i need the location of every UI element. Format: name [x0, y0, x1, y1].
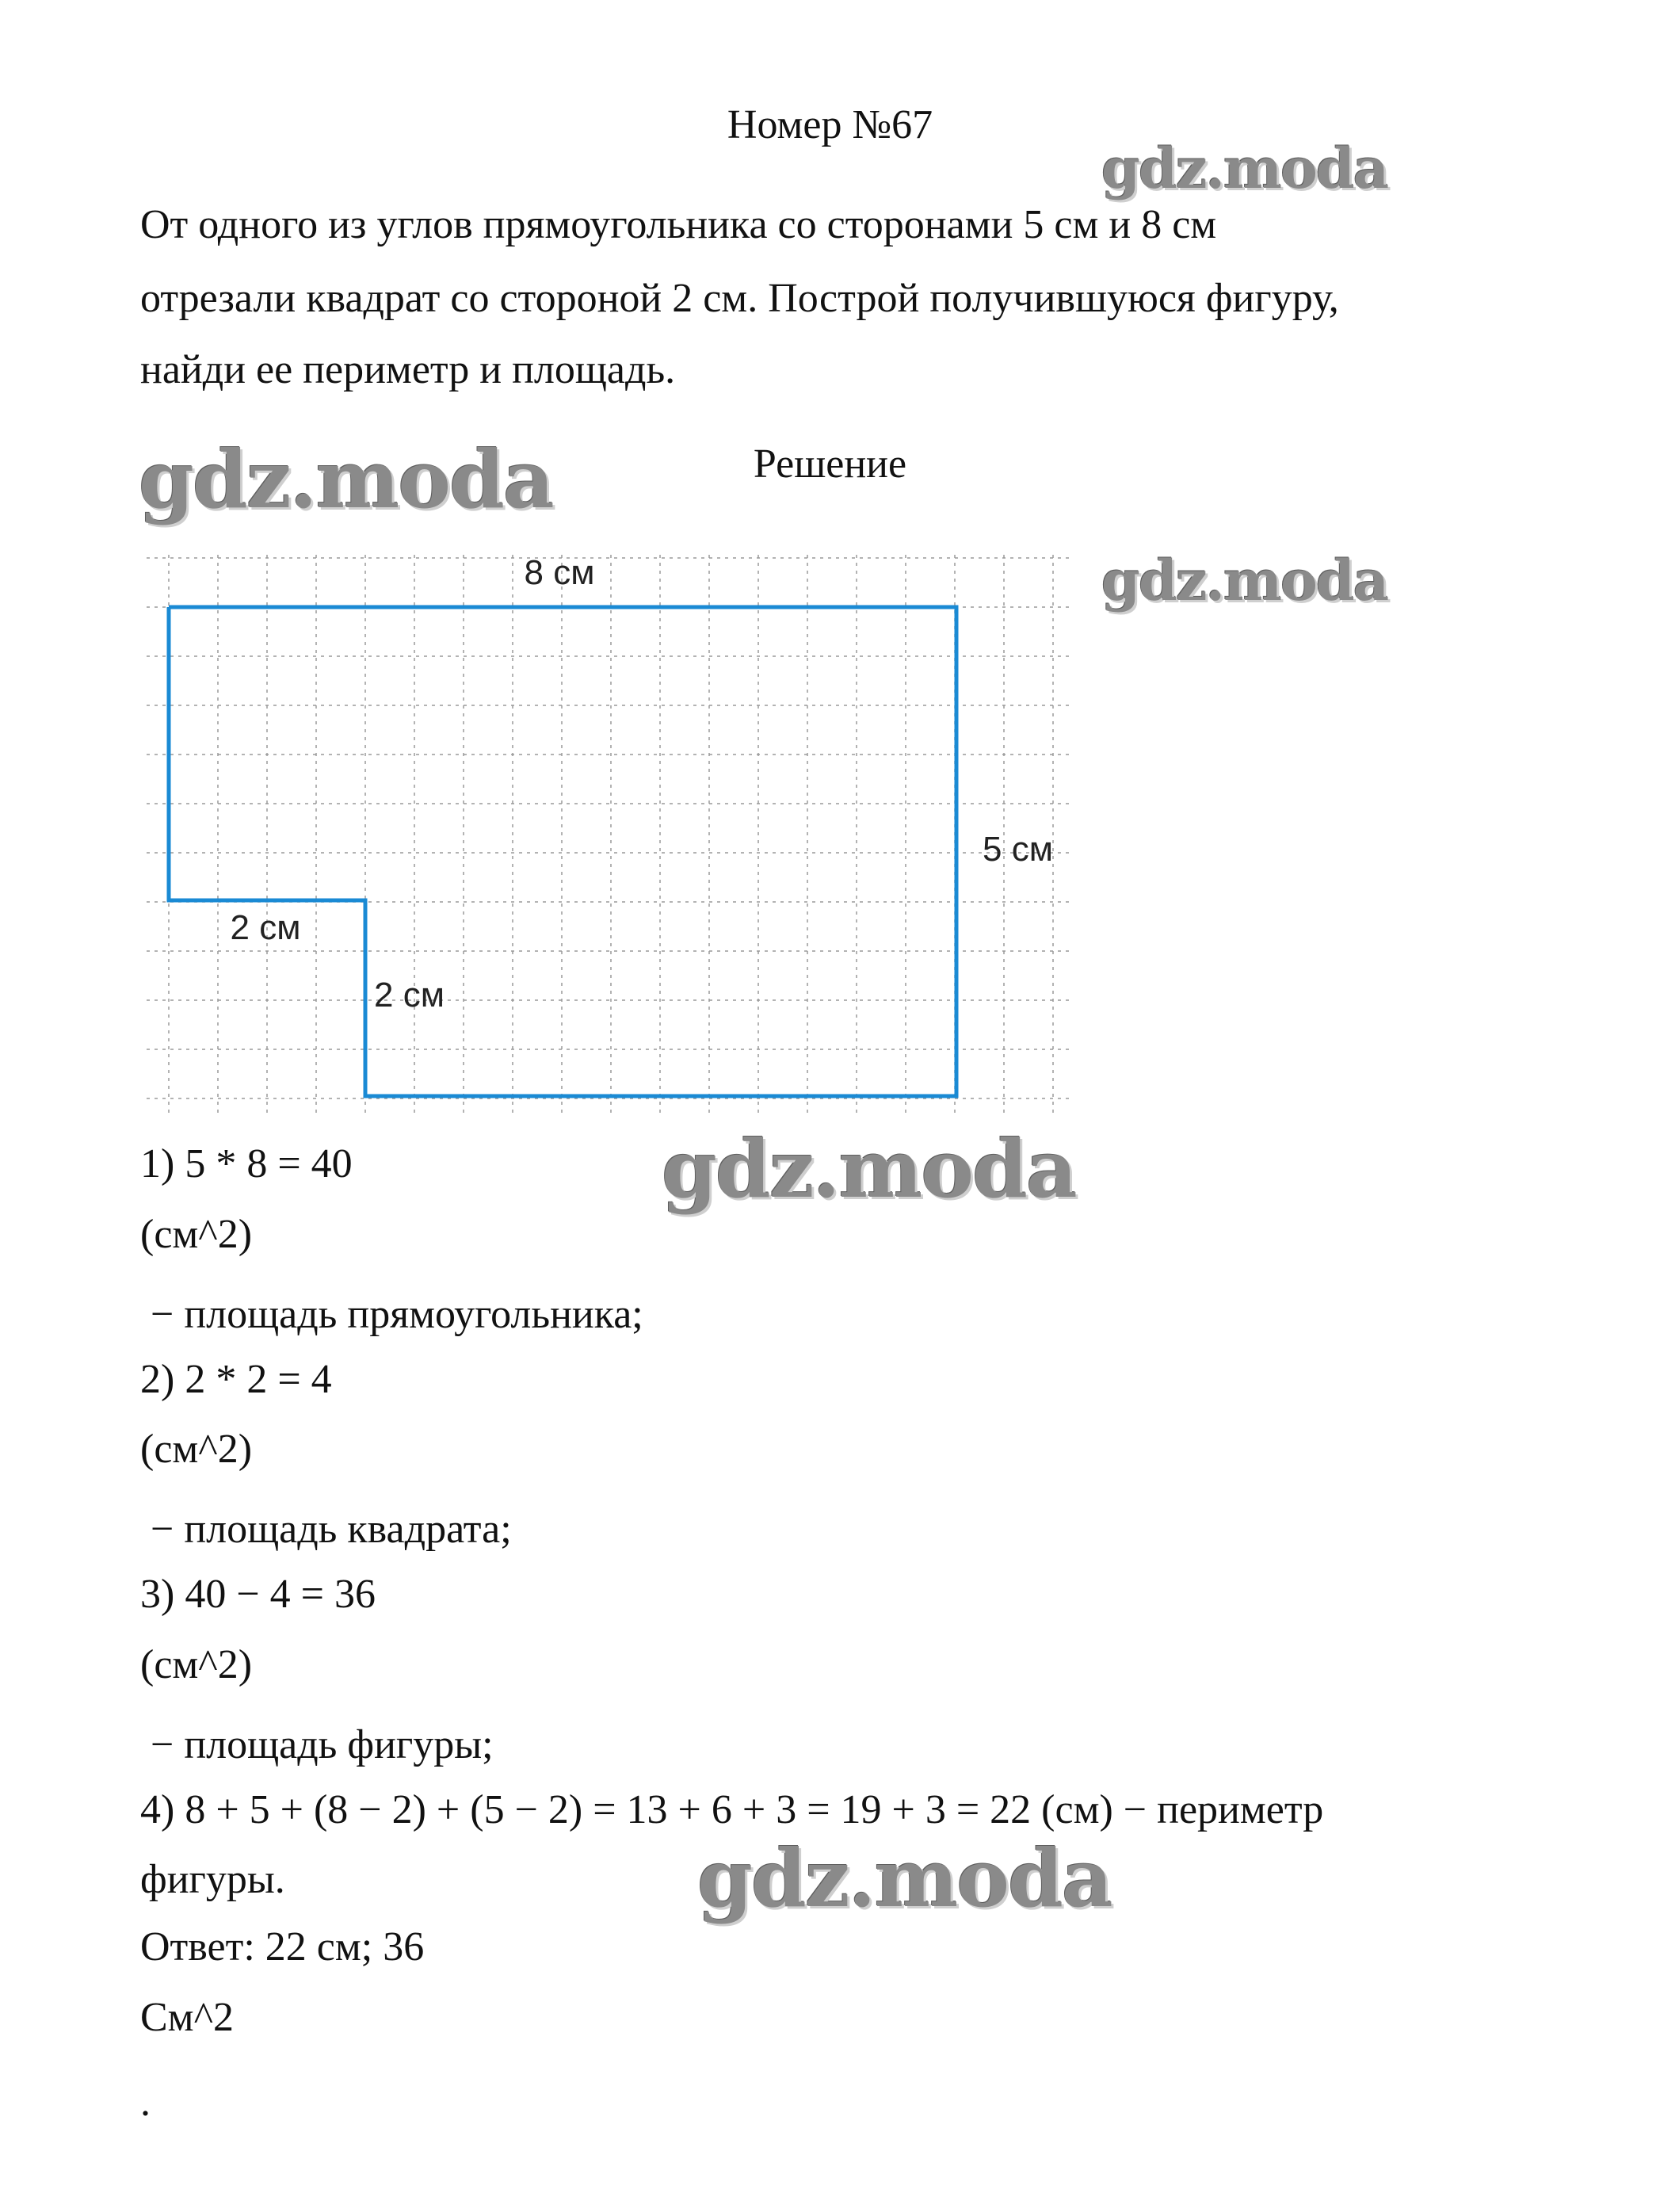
- watermark: gdz.moda: [697, 1832, 1112, 1925]
- solution-heading: Решение: [753, 441, 907, 487]
- step-line: − площадь прямоугольника;: [140, 1292, 643, 1337]
- problem-line-3: найди ее периметр и площадь.: [140, 347, 676, 392]
- label-top: 8 см: [524, 553, 595, 592]
- grid-lines: [147, 555, 1074, 1117]
- step-line: (см^2): [140, 1212, 253, 1257]
- step-line: 3) 40 − 4 = 36: [140, 1572, 376, 1617]
- step-line: (см^2): [140, 1427, 253, 1472]
- label-step-vertical: 2 см: [374, 976, 445, 1014]
- watermark: gdz.moda: [1101, 548, 1388, 613]
- label-right: 5 см: [983, 830, 1053, 869]
- answer-line: См^2: [140, 1995, 234, 2040]
- step-line: − площадь квадрата;: [140, 1507, 512, 1552]
- step-line: (см^2): [140, 1642, 253, 1687]
- step-line: − площадь фигуры;: [140, 1722, 494, 1767]
- problem-line-2: отрезали квадрат со стороной 2 см. Построй получившуюся фигуру,: [140, 276, 1339, 321]
- page-title: Номер №67: [727, 102, 933, 147]
- step-line: 4) 8 + 5 + (8 − 2) + (5 − 2) = 13 + 6 + 3 = 19 + 3 = 22 (см) − периметр: [140, 1787, 1324, 1832]
- figure-outline: [169, 607, 956, 1096]
- watermark: gdz.moda: [662, 1122, 1076, 1216]
- step-line: .: [140, 2080, 151, 2125]
- problem-line-1: От одного из углов прямоугольника со сторонами 5 см и 8 см: [140, 202, 1217, 247]
- step-line: 2) 2 * 2 = 4: [140, 1357, 332, 1402]
- step-line: 1) 5 * 8 = 40: [140, 1141, 353, 1186]
- step-line: фигуры.: [140, 1857, 285, 1902]
- answer-line: Ответ: 22 см; 36: [140, 1924, 425, 1969]
- label-step-horizontal: 2 см: [230, 908, 301, 947]
- watermark: gdz.moda: [1101, 136, 1388, 201]
- watermark: gdz.moda: [139, 433, 553, 526]
